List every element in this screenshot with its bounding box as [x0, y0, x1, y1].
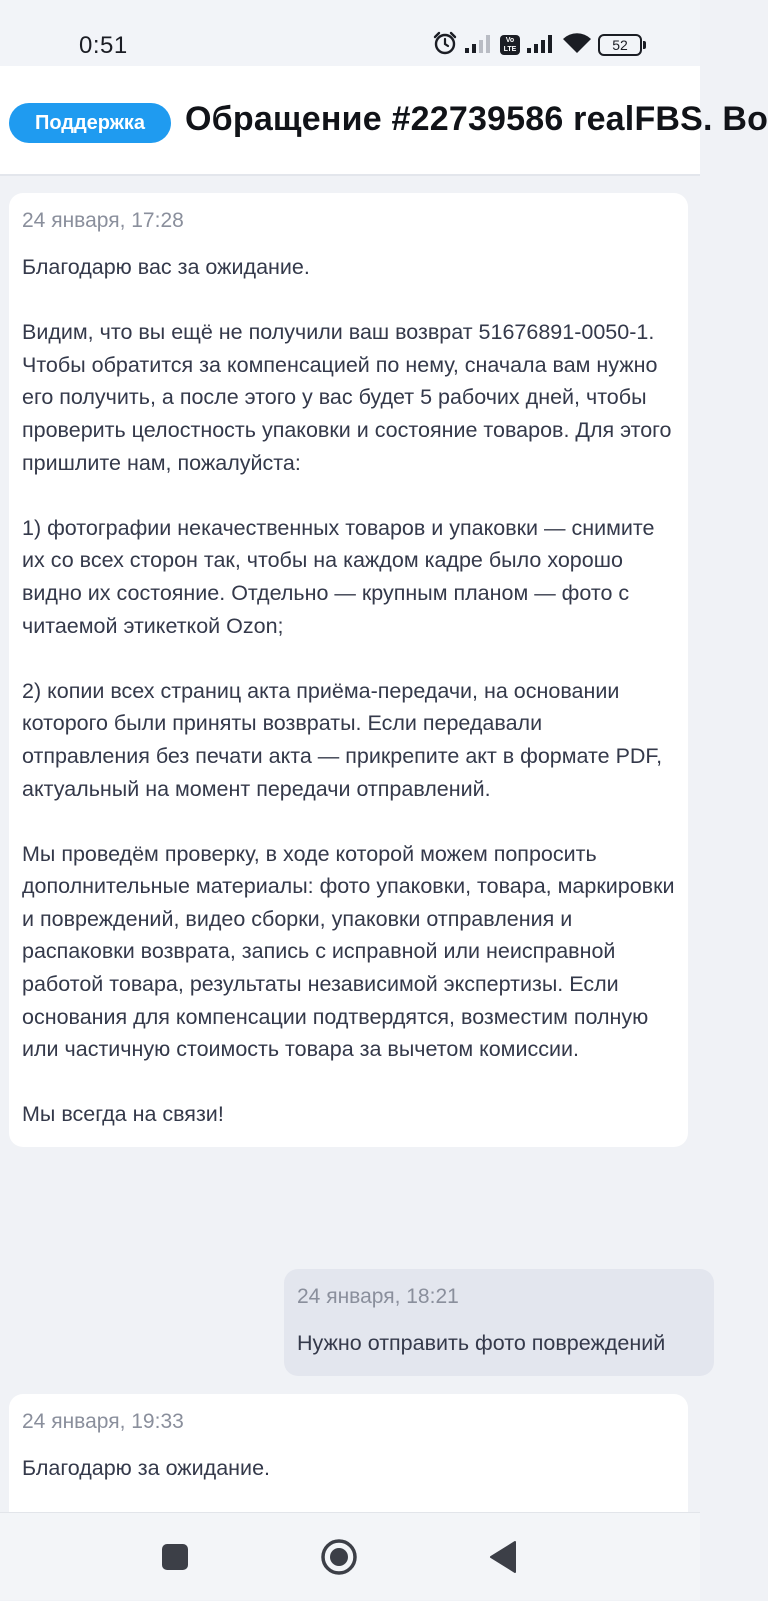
message-text: Благодарю за ожидание.	[22, 1456, 270, 1480]
alarm-icon	[432, 30, 458, 61]
message-time: 24 января, 19:33	[22, 1410, 184, 1433]
home-button[interactable]	[309, 1513, 369, 1601]
ticket-title: Обращение #22739586 realFBS. Во	[185, 100, 768, 138]
signal-strength-icon	[464, 32, 494, 59]
back-icon	[488, 1540, 518, 1574]
status-time: 0:51	[79, 32, 128, 59]
message-bubble-outgoing	[284, 1269, 714, 1376]
navigation-bar	[0, 1512, 700, 1600]
message-text: Благодарю вас за ожидание. Видим, что вы ещё не получили ваш возврат 51676891-0050-1. Чтобы обратится за компенсацией по нему, сначала вам нужно его получить, а после этого у вас будет 5 рабочих дней, чтобы проверить целостность упаковки и состояние товаров. Для этого пришлите нам, пожалуйста: 1) фотографии некачественных товаров и упаковки — снимите их со всех сторон так, чтобы на каждом кадре было хорошо видно их состояние. Отдельно — крупным планом — фото с читаемой этикеткой Ozon; 2) копии всех страниц акта приёма-передачи, на основании которого были приняты возвраты. Если передавали отправления без печати акта — прикрепите акт в формате PDF, актуальный на момент передачи отправлений. Мы проведём проверку, в ходе которой можем попросить дополнительные материалы: фото упаковки, товара, маркировки и повреждений, видео сборки, упаковки отправления и распаковки возврата, запись с исправной или неисправной работой товара, результаты независимой экспертизы. Если основания для компенсации подтвердятся, возместим полную или частичную стоимость товара за вычетом комиссии. Мы всегда на связи!	[22, 255, 675, 1127]
chat-header	[0, 66, 768, 176]
message-bubble-incoming	[9, 193, 688, 1147]
wifi-icon	[562, 31, 592, 60]
recent-apps-icon	[161, 1543, 189, 1571]
home-icon	[319, 1537, 359, 1577]
back-button[interactable]	[473, 1513, 533, 1601]
status-bar	[0, 0, 700, 66]
message-time: 24 января, 17:28	[22, 209, 184, 232]
volte-icon: Vo LTE	[500, 35, 520, 55]
message-text: Нужно отправить фото повреждений	[297, 1331, 666, 1355]
chat-messages[interactable]	[0, 176, 700, 1512]
signal-strength-icon	[526, 32, 556, 59]
recent-apps-button[interactable]	[145, 1513, 205, 1601]
status-icons	[432, 32, 648, 58]
battery-icon: 52	[598, 34, 642, 56]
message-time: 24 января, 18:21	[297, 1285, 459, 1308]
support-badge[interactable]: Поддержка	[9, 103, 171, 143]
